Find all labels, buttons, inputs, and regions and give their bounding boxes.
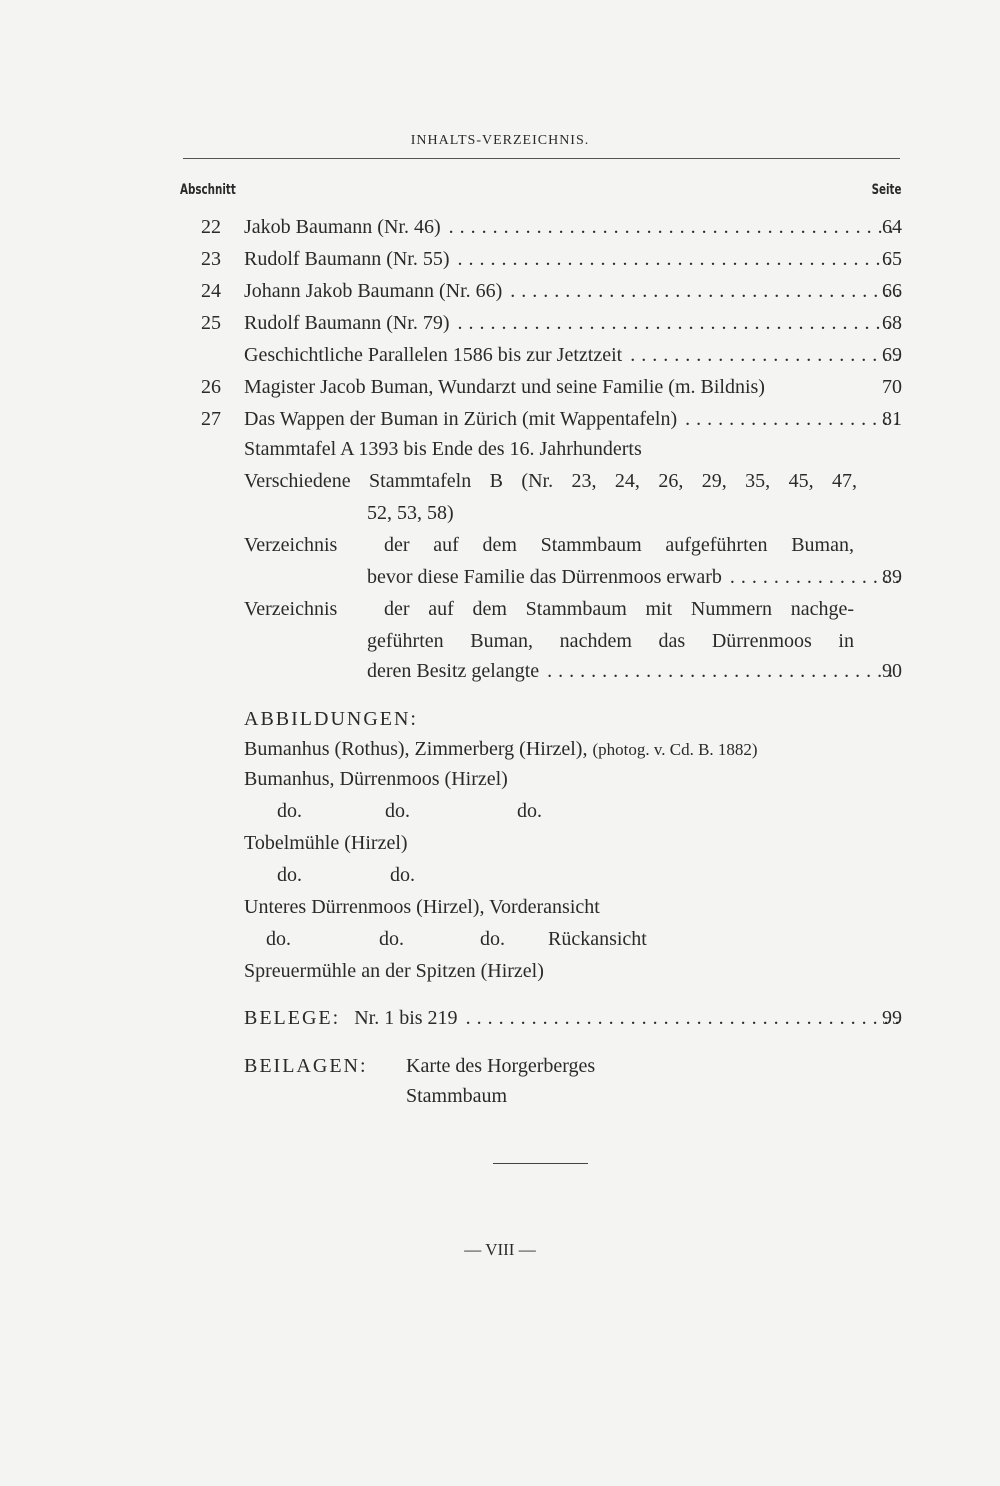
entry-page: 66 (882, 280, 902, 302)
verzeichnis1-line2: bevor diese Familie das Dürrenmoos erwarb (367, 566, 722, 588)
verzeichnis2-line3: deren Besitz gelangte (367, 660, 540, 682)
entry-number: 23 (201, 248, 221, 270)
ditto-mark: do. (277, 864, 302, 886)
verzeichnis-label: Verzeichnis (244, 598, 338, 620)
entry-page: 68 (882, 312, 902, 334)
entry-title: Geschichtliche Parallelen 1586 bis zur Jetztzeit (244, 344, 623, 366)
entry-number: 22 (201, 216, 221, 238)
entry-number: 26 (201, 376, 221, 398)
abbildung-line (244, 734, 758, 765)
column-heading-section: Abschnitt (180, 182, 236, 198)
toc-entry (0, 244, 1000, 274)
abbildung-bumanhus-rothus: Bumanhus (Rothus), Zimmerberg (Hirzel), (244, 738, 588, 760)
beilage-karte: Karte des Horgerberges (406, 1055, 596, 1077)
belege-text: Nr. 1 bis 219 (354, 1007, 458, 1029)
abbildung-unteres-duerrenmoos: Unteres Dürrenmoos (Hirzel), Vorderansicht (244, 896, 600, 918)
toc-entry (0, 308, 1000, 338)
ditto-mark: do. (480, 928, 505, 950)
entry-page: 70 (882, 376, 902, 398)
abbildung-bumanhus-duerrenmoos: Bumanhus, Dürrenmoos (Hirzel) (244, 768, 508, 790)
entry-title: Johann Jakob Baumann (Nr. 66) (244, 280, 503, 302)
verzeichnis1-page: 89 (882, 566, 902, 588)
entry-title: Rudolf Baumann (Nr. 55) (244, 248, 450, 270)
belege-label: BELEGE: (244, 1007, 341, 1029)
entry-title: Rudolf Baumann (Nr. 79) (244, 312, 450, 334)
leader-dots (510, 276, 900, 306)
ditto-mark: do. (266, 928, 291, 950)
entry-page: 69 (882, 344, 902, 366)
verzeichnis2-line3-row (0, 656, 1000, 686)
leader-dots (449, 212, 900, 242)
beilage-stammbaum: Stammbaum (406, 1085, 508, 1107)
stammtafeln-b-line2: 52, 53, 58) (367, 502, 454, 524)
ditto-mark: do. (379, 928, 404, 950)
entry-title: Magister Jacob Buman, Wundarzt und seine Familie (m. Bildnis) (244, 376, 765, 398)
column-heading-page: Seite (871, 182, 901, 198)
abbildung-spreuermuehle: Spreuermühle an der Spitzen (Hirzel) (244, 960, 544, 982)
beilagen-label: BEILAGEN: (244, 1055, 368, 1077)
stammtafeln-b-line1: Verschiedene Stammtafeln B (Nr. 23, 24, 26, 29, 35, 45, 47, (244, 470, 857, 492)
toc-entry (0, 372, 1000, 402)
entry-number: 24 (201, 280, 221, 302)
entry-title: Jakob Baumann (Nr. 46) (244, 216, 441, 238)
running-header: INHALTS-VERZEICHNIS. (410, 133, 590, 148)
verzeichnis-label: Verzeichnis (244, 534, 338, 556)
verzeichnis2-page: 90 (882, 660, 902, 682)
entry-page: 65 (882, 248, 902, 270)
verzeichnis1-line1: der auf dem Stammbaum aufgeführten Buman, (384, 534, 854, 556)
header-rule (183, 158, 900, 159)
belege-row (0, 1003, 1000, 1033)
stammtafel-a: Stammtafel A 1393 bis Ende des 16. Jahrhunderts (244, 438, 642, 460)
entry-page: 81 (882, 408, 902, 430)
leader-dots (630, 340, 900, 370)
leader-dots (547, 656, 900, 686)
ditto-mark: do. (385, 800, 410, 822)
photo-note: (photog. v. Cd. B. 1882) (592, 740, 758, 759)
verzeichnis1-line2-row (0, 562, 1000, 592)
abbildung-tobelmuehle: Tobelmühle (Hirzel) (244, 832, 408, 854)
entry-page: 64 (882, 216, 902, 238)
entry-number: 27 (201, 408, 221, 430)
verzeichnis2-line2: geführten Buman, nachdem das Dürrenmoos in (367, 630, 854, 652)
leader-dots (466, 1003, 900, 1033)
entry-title: Das Wappen der Buman in Zürich (mit Wappentafeln) (244, 408, 678, 430)
page-number: — VIII — (464, 1240, 536, 1259)
belege-page: 99 (882, 1007, 902, 1029)
leader-dots (458, 308, 900, 338)
leader-dots (458, 244, 900, 274)
toc-entry (0, 404, 1000, 434)
toc-entry (0, 276, 1000, 306)
verzeichnis2-line1: der auf dem Stammbaum mit Nummern nachge- (384, 598, 854, 620)
ditto-mark: do. (517, 800, 542, 822)
closing-rule (493, 1163, 588, 1164)
toc-entry (0, 340, 1000, 370)
toc-entry (0, 212, 1000, 242)
ditto-mark: do. (390, 864, 415, 886)
abbildungen-heading: ABBILDUNGEN: (244, 708, 418, 730)
entry-number: 25 (201, 312, 221, 334)
abbildung-rueckansicht: Rückansicht (548, 928, 647, 950)
ditto-mark: do. (277, 800, 302, 822)
